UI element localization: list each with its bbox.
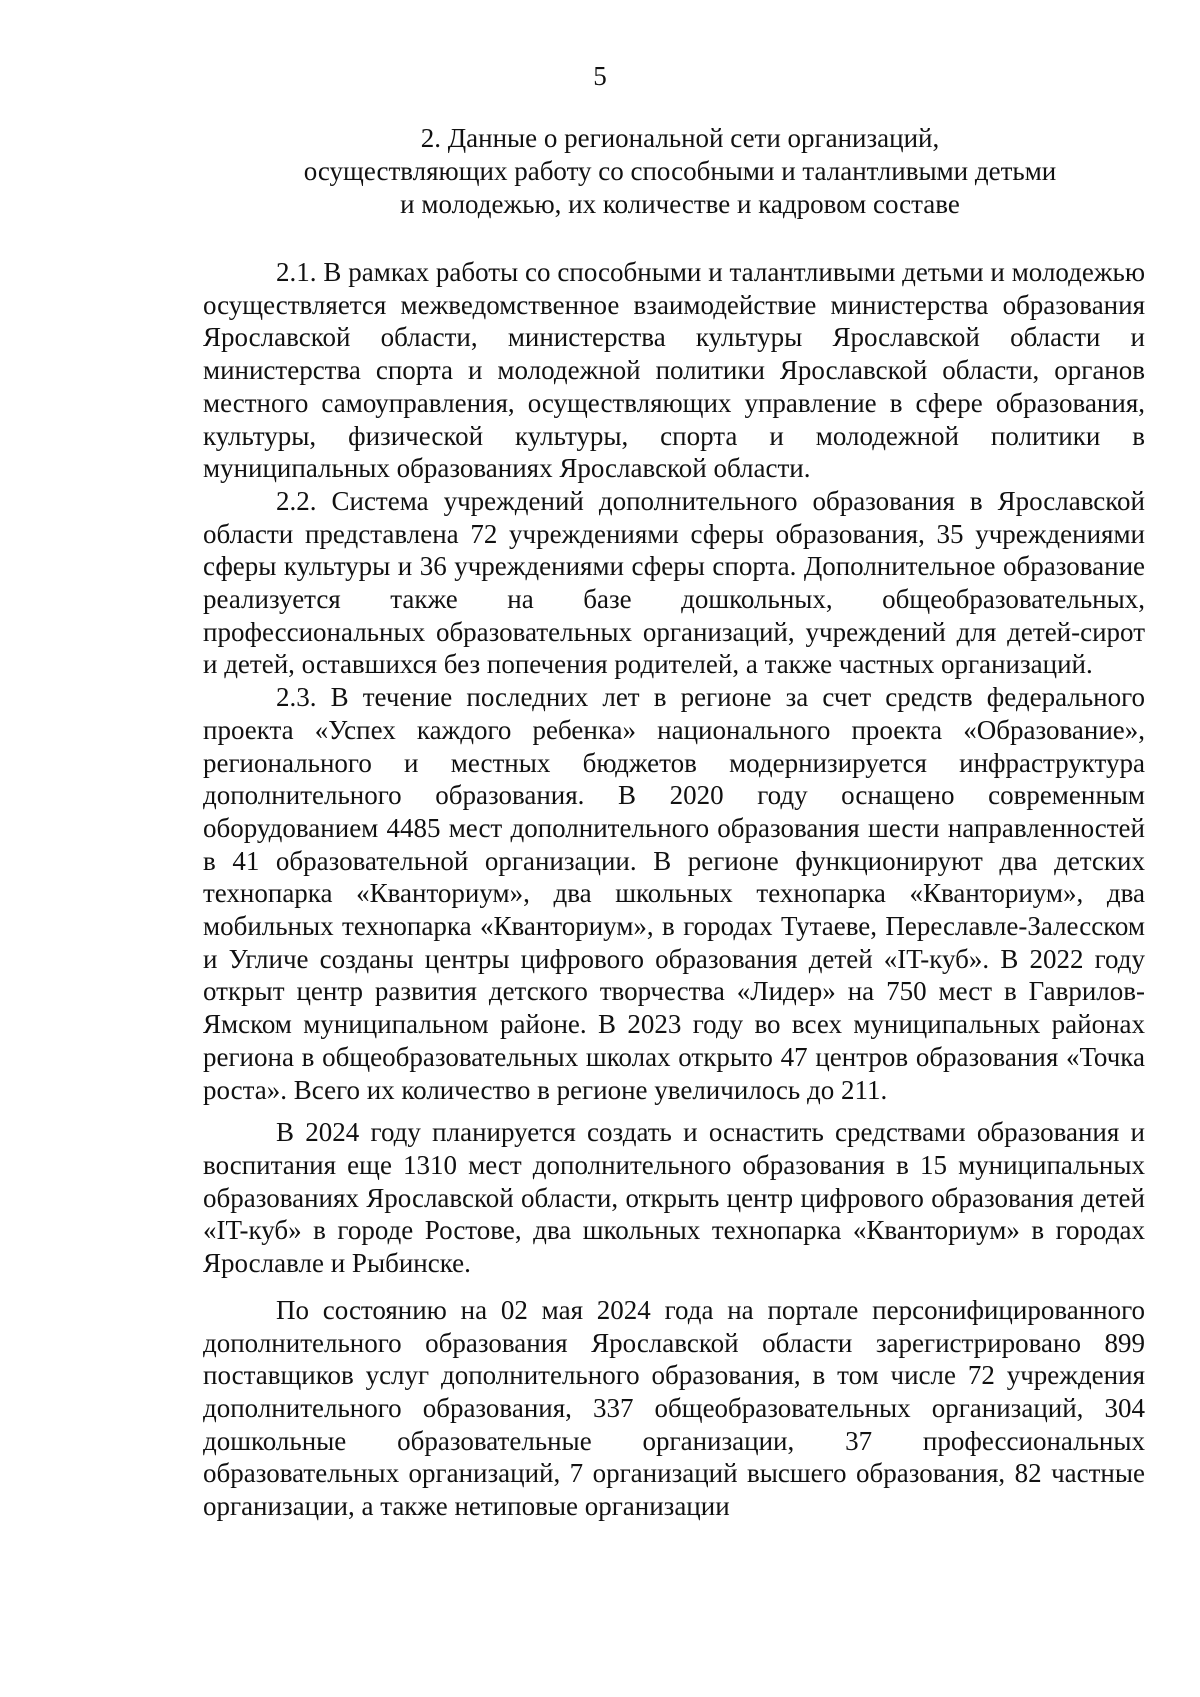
paragraph-2024-plan: В 2024 году планируется создать и оснастить средствами образования и воспитания еще 1310 мест дополнительного образования в 15 муниципальных образованиях Ярославской области, открыть центр цифрового образования детей «IT-куб» в городе Ростове, два школьных технопарка «Кванториум» в городах Ярославле и Рыбинске. [203, 1117, 1145, 1279]
section-heading-line: 2. Данные о региональной сети организаций, [420, 123, 940, 153]
section-heading [200, 122, 1160, 221]
paragraph-2-3: 2.3. В течение последних лет в регионе за счет средств федерального проекта «Успех каждого ребенка» национального проекта «Образование», регионального и местных бюджетов модернизируется инфраструктура дополнительного образования. В 2020 году оснащено современным оборудованием 4485 мест дополнительного образования шести направленностей в 41 образовательной организации. В регионе функционируют два детских технопарка «Кванториум», два школьных технопарка «Кванториум», два мобильных технопарка «Кванториум», в городах Тутаеве, Переславле-Залесском и Угличе созданы центры цифрового образования детей «IT-куб». В 2022 году открыт центр развития детского творчества «Лидер» на 750 мест в Гаврилов-Ямском муниципальном районе. В 2023 году во всех муниципальных районах региона в общеобразовательных школах открыто 47 центров образования «Точка роста». Всего их количество в регионе увеличилось до 211. [203, 682, 1145, 1105]
paragraph-portal-status: По состоянию на 02 мая 2024 года на портале персонифицированного дополнительного образования Ярославской области зарегистрировано 899 поставщиков услуг дополнительного образования, в том числе 72 учреждения дополнительного образования, 337 общеобразовательных организаций, 304 дошкольные образовательные организации, 37 профессиональных образовательных организаций, 7 организаций высшего образования, 82 частные организации, а также нетиповые организации [203, 1294, 1145, 1522]
section-heading-line: осуществляющих работу со способными и талантливыми детьми [303, 156, 1057, 186]
document-body [203, 256, 1145, 1523]
section-heading-line: и молодежью, их количестве и кадровом составе [400, 189, 960, 219]
paragraph-2-1: 2.1. В рамках работы со способными и талантливыми детьми и молодежью осуществляется межведомственное взаимодействие министерства образования Ярославской области, министерства культуры Ярославской области и министерства спорта и молодежной политики Ярославской области, органов местного самоуправления, осуществляющих управление в сфере образования, культуры, физической культуры, спорта и молодежной политики в муниципальных образованиях Ярославской области. [203, 257, 1145, 484]
page-number: 5 [593, 61, 607, 91]
paragraph-2-2: 2.2. Система учреждений дополнительного образования в Ярославской области представлена 72 учреждениями сферы образования, 35 учреждениями сферы культуры и 36 учреждениями сферы спорта. Дополнительное образование реализуется также на базе дошкольных, общеобразовательных, профессиональных образовательных организаций, учреждений для детей-сирот и детей, оставшихся без попечения родителей, а также частных организаций. [203, 485, 1145, 680]
